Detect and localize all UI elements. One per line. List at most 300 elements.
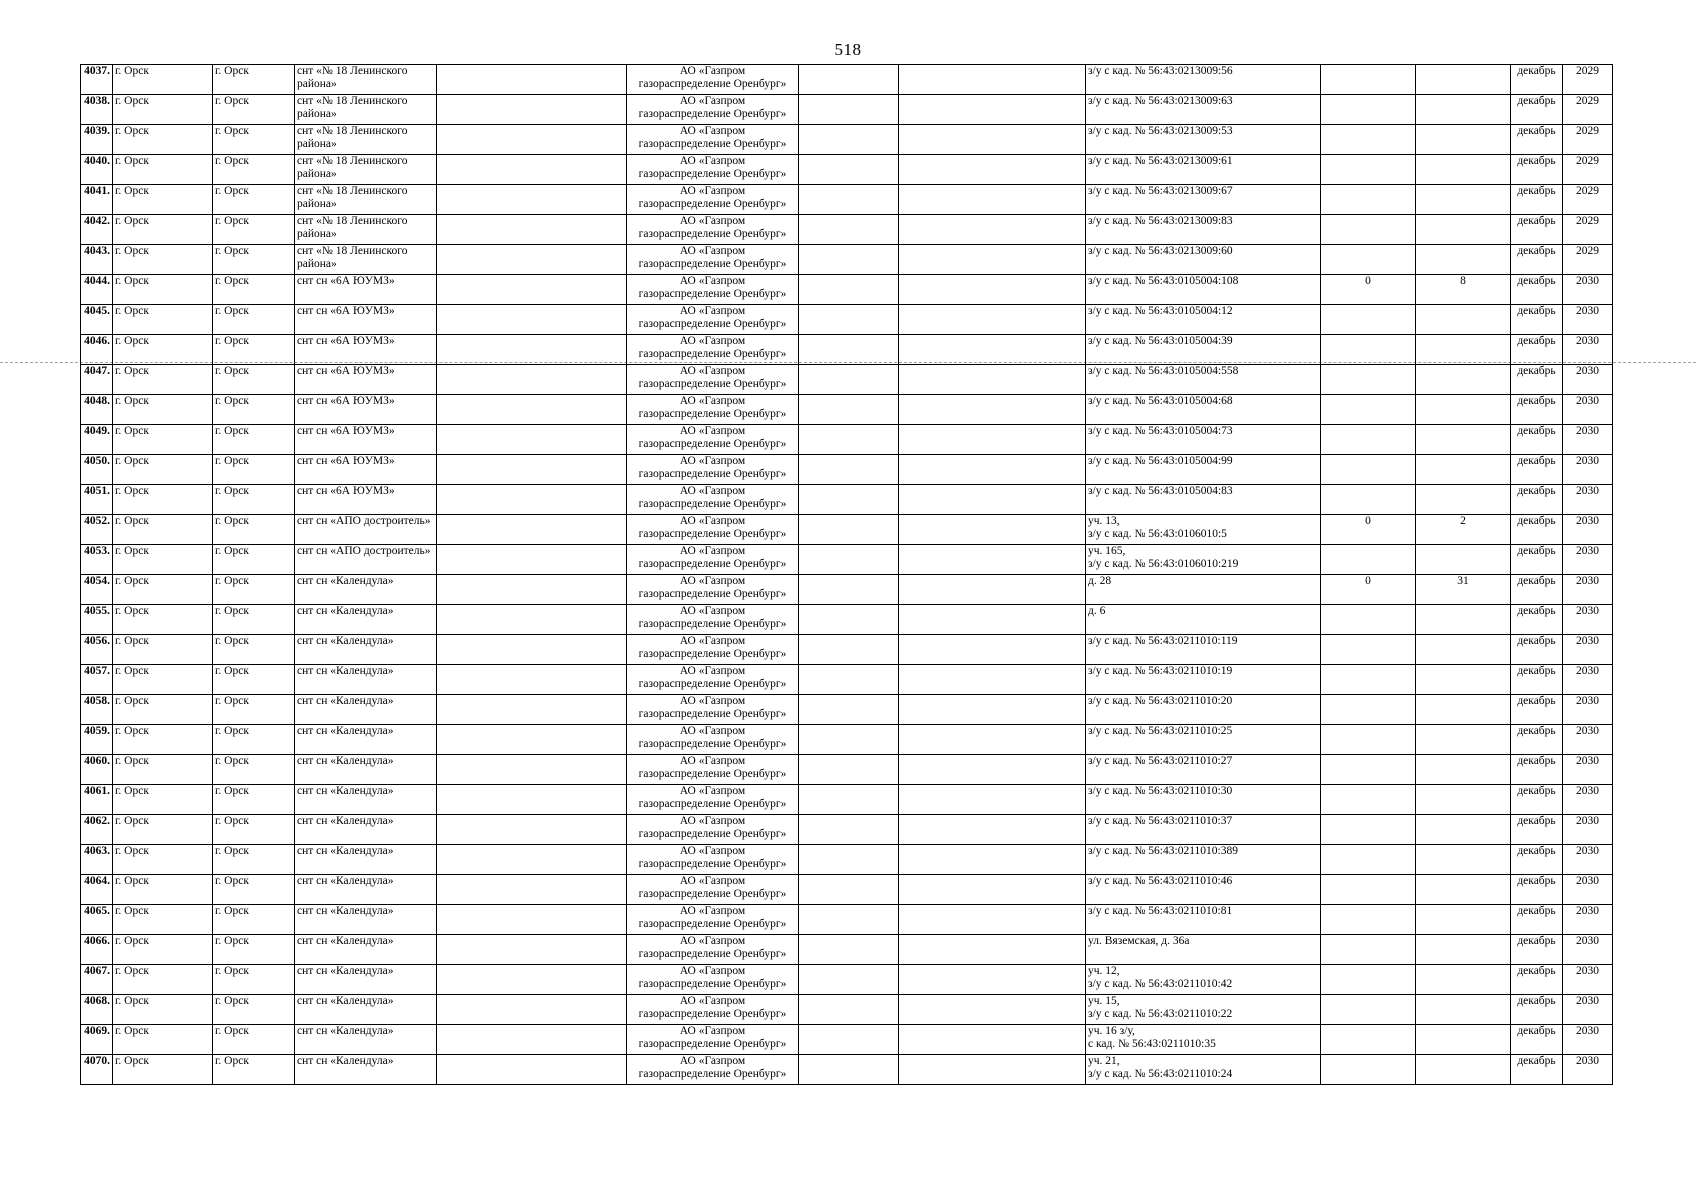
count-cell-a (1321, 725, 1416, 755)
year-cell: 2030 (1563, 1055, 1613, 1085)
table-row (81, 545, 1613, 575)
empty-cell (799, 575, 899, 605)
organization-name-line2: газораспределение Оренбург» (638, 708, 787, 720)
organization-name-line1: АО «Газпром (679, 725, 746, 737)
snt-cell: снт сн «6А ЮУМЗ» (295, 425, 437, 455)
year-cell: 2030 (1563, 665, 1613, 695)
gasification-registry-table (80, 64, 1613, 1085)
organization-name-line1: АО «Газпром (679, 305, 746, 317)
address-cell (1086, 65, 1321, 95)
month-cell: декабрь (1511, 245, 1563, 275)
organization-cell (627, 245, 799, 275)
count-cell-a (1321, 845, 1416, 875)
address-line1: уч. 16 з/у, (1088, 1025, 1135, 1037)
settlement-cell: г. Орск (213, 665, 295, 695)
empty-cell (799, 215, 899, 245)
address-line2: з/у с кад. № 56:43:0105004:558 (1088, 365, 1239, 377)
count-cell-a (1321, 995, 1416, 1025)
row-number-cell: 4050. (81, 455, 113, 485)
empty-cell (437, 665, 627, 695)
empty-cell (437, 185, 627, 215)
count-cell-b (1416, 95, 1511, 125)
month-cell: декабрь (1511, 395, 1563, 425)
table-row (81, 305, 1613, 335)
municipality-cell: г. Орск (113, 965, 213, 995)
organization-name-line1: АО «Газпром (679, 665, 746, 677)
empty-cell (899, 995, 1086, 1025)
count-cell-a (1321, 395, 1416, 425)
municipality-cell: г. Орск (113, 725, 213, 755)
address-cell (1086, 155, 1321, 185)
month-cell: декабрь (1511, 215, 1563, 245)
address-cell (1086, 755, 1321, 785)
count-cell-a (1321, 305, 1416, 335)
empty-cell (899, 725, 1086, 755)
organization-name-line2: газораспределение Оренбург» (638, 408, 787, 420)
address-line2: з/у с кад. № 56:43:0211010:46 (1088, 875, 1233, 887)
snt-cell: снт сн «6А ЮУМЗ» (295, 485, 437, 515)
month-cell: декабрь (1511, 65, 1563, 95)
municipality-cell: г. Орск (113, 185, 213, 215)
address-line2: з/у с кад. № 56:43:0211010:30 (1088, 785, 1233, 797)
snt-cell: снт сн «Календула» (295, 905, 437, 935)
row-number-cell: 4067. (81, 965, 113, 995)
month-cell: декабрь (1511, 185, 1563, 215)
address-line1: уч. 12, (1088, 965, 1120, 977)
month-cell: декабрь (1511, 335, 1563, 365)
count-cell-a (1321, 125, 1416, 155)
empty-cell (437, 785, 627, 815)
count-cell-a (1321, 875, 1416, 905)
table-row (81, 425, 1613, 455)
organization-name-line1: АО «Газпром (679, 365, 746, 377)
snt-cell: снт сн «АПО достроитель» (295, 515, 437, 545)
year-cell: 2030 (1563, 845, 1613, 875)
count-cell-b (1416, 455, 1511, 485)
municipality-cell: г. Орск (113, 905, 213, 935)
municipality-cell: г. Орск (113, 1025, 213, 1055)
row-number-cell: 4049. (81, 425, 113, 455)
empty-cell (437, 275, 627, 305)
month-cell: декабрь (1511, 695, 1563, 725)
organization-cell (627, 365, 799, 395)
address-cell (1086, 305, 1321, 335)
settlement-cell: г. Орск (213, 845, 295, 875)
empty-cell (437, 845, 627, 875)
snt-cell: снт сн «Календула» (295, 725, 437, 755)
row-number-cell: 4040. (81, 155, 113, 185)
row-number-cell: 4039. (81, 125, 113, 155)
row-number-cell: 4054. (81, 575, 113, 605)
organization-name-line1: АО «Газпром (679, 545, 746, 557)
empty-cell (437, 875, 627, 905)
empty-cell (799, 845, 899, 875)
month-cell: декабрь (1511, 455, 1563, 485)
empty-cell (799, 665, 899, 695)
empty-cell (899, 605, 1086, 635)
address-line2: д. 6 (1088, 605, 1106, 617)
settlement-cell: г. Орск (213, 695, 295, 725)
address-line2: з/у с кад. № 56:43:0211010:42 (1088, 978, 1233, 990)
organization-cell (627, 515, 799, 545)
settlement-cell: г. Орск (213, 155, 295, 185)
organization-name-line2: газораспределение Оренбург» (638, 318, 787, 330)
empty-cell (437, 245, 627, 275)
empty-cell (799, 1025, 899, 1055)
year-cell: 2030 (1563, 605, 1613, 635)
municipality-cell: г. Орск (113, 545, 213, 575)
organization-name-line1: АО «Газпром (679, 155, 746, 167)
count-cell-a (1321, 485, 1416, 515)
organization-name-line1: АО «Газпром (679, 785, 746, 797)
empty-cell (437, 425, 627, 455)
empty-cell (899, 365, 1086, 395)
organization-name-line2: газораспределение Оренбург» (638, 198, 787, 210)
address-line2: з/у с кад. № 56:43:0213009:60 (1088, 245, 1233, 257)
empty-cell (437, 155, 627, 185)
month-cell: декабрь (1511, 275, 1563, 305)
address-cell (1086, 815, 1321, 845)
organization-name-line2: газораспределение Оренбург» (638, 228, 787, 240)
settlement-cell: г. Орск (213, 305, 295, 335)
count-cell-b (1416, 305, 1511, 335)
snt-cell: снт сн «Календула» (295, 575, 437, 605)
empty-cell (437, 575, 627, 605)
count-cell-a (1321, 95, 1416, 125)
empty-cell (799, 755, 899, 785)
year-cell: 2030 (1563, 425, 1613, 455)
municipality-cell: г. Орск (113, 455, 213, 485)
year-cell: 2030 (1563, 755, 1613, 785)
organization-cell (627, 575, 799, 605)
count-cell-a (1321, 635, 1416, 665)
address-cell (1086, 605, 1321, 635)
organization-cell (627, 875, 799, 905)
count-cell-a (1321, 905, 1416, 935)
count-cell-b (1416, 935, 1511, 965)
snt-cell: снт сн «6А ЮУМЗ» (295, 365, 437, 395)
municipality-cell: г. Орск (113, 785, 213, 815)
organization-cell (627, 455, 799, 485)
address-cell (1086, 635, 1321, 665)
month-cell: декабрь (1511, 515, 1563, 545)
empty-cell (799, 365, 899, 395)
empty-cell (799, 785, 899, 815)
table-row (81, 695, 1613, 725)
table-row (81, 905, 1613, 935)
year-cell: 2030 (1563, 515, 1613, 545)
year-cell: 2029 (1563, 245, 1613, 275)
count-cell-a (1321, 425, 1416, 455)
empty-cell (799, 815, 899, 845)
organization-name-line1: АО «Газпром (679, 965, 746, 977)
empty-cell (899, 155, 1086, 185)
settlement-cell: г. Орск (213, 455, 295, 485)
organization-cell (627, 665, 799, 695)
empty-cell (799, 695, 899, 725)
address-line2: з/у с кад. № 56:43:0211010:22 (1088, 1008, 1233, 1020)
snt-cell: снт «№ 18 Ленинского района» (295, 65, 437, 95)
empty-cell (799, 335, 899, 365)
address-line2: з/у с кад. № 56:43:0106010:219 (1088, 558, 1239, 570)
count-cell-a (1321, 185, 1416, 215)
address-line2: ул. Вяземская, д. 36а (1088, 935, 1190, 947)
table-row (81, 275, 1613, 305)
empty-cell (899, 755, 1086, 785)
organization-cell (627, 815, 799, 845)
count-cell-b (1416, 1055, 1511, 1085)
organization-cell (627, 725, 799, 755)
municipality-cell: г. Орск (113, 95, 213, 125)
empty-cell (437, 125, 627, 155)
address-line2: з/у с кад. № 56:43:0213009:56 (1088, 65, 1233, 77)
year-cell: 2030 (1563, 785, 1613, 815)
snt-cell: снт сн «Календула» (295, 1055, 437, 1085)
organization-name-line1: АО «Газпром (679, 635, 746, 647)
municipality-cell: г. Орск (113, 575, 213, 605)
municipality-cell: г. Орск (113, 365, 213, 395)
organization-cell (627, 95, 799, 125)
empty-cell (899, 1025, 1086, 1055)
year-cell: 2030 (1563, 485, 1613, 515)
year-cell: 2030 (1563, 635, 1613, 665)
row-number-cell: 4046. (81, 335, 113, 365)
month-cell: декабрь (1511, 365, 1563, 395)
address-line2: з/у с кад. № 56:43:0211010:24 (1088, 1068, 1233, 1080)
municipality-cell: г. Орск (113, 995, 213, 1025)
organization-name-line1: АО «Газпром (679, 815, 746, 827)
count-cell-a (1321, 665, 1416, 695)
row-number-cell: 4064. (81, 875, 113, 905)
settlement-cell: г. Орск (213, 725, 295, 755)
row-number-cell: 4055. (81, 605, 113, 635)
table-row (81, 65, 1613, 95)
organization-name-line1: АО «Газпром (679, 245, 746, 257)
table-row (81, 845, 1613, 875)
count-cell-a (1321, 1025, 1416, 1055)
month-cell: декабрь (1511, 125, 1563, 155)
address-line1: уч. 21, (1088, 1055, 1120, 1067)
empty-cell (899, 545, 1086, 575)
settlement-cell: г. Орск (213, 1025, 295, 1055)
snt-cell: снт сн «6А ЮУМЗ» (295, 395, 437, 425)
settlement-cell: г. Орск (213, 365, 295, 395)
address-line2: з/у с кад. № 56:43:0211010:25 (1088, 725, 1233, 737)
municipality-cell: г. Орск (113, 875, 213, 905)
empty-cell (899, 935, 1086, 965)
organization-cell (627, 1055, 799, 1085)
empty-cell (799, 995, 899, 1025)
address-line2: з/у с кад. № 56:43:0211010:389 (1088, 845, 1238, 857)
empty-cell (899, 305, 1086, 335)
year-cell: 2030 (1563, 695, 1613, 725)
table-row (81, 785, 1613, 815)
snt-cell: снт сн «6А ЮУМЗ» (295, 275, 437, 305)
year-cell: 2030 (1563, 275, 1613, 305)
snt-cell: снт сн «Календула» (295, 965, 437, 995)
snt-cell: снт сн «Календула» (295, 665, 437, 695)
settlement-cell: г. Орск (213, 815, 295, 845)
count-cell-b (1416, 815, 1511, 845)
month-cell: декабрь (1511, 425, 1563, 455)
count-cell-a (1321, 65, 1416, 95)
address-cell (1086, 425, 1321, 455)
address-cell (1086, 725, 1321, 755)
empty-cell (437, 755, 627, 785)
count-cell-b: 8 (1416, 275, 1511, 305)
count-cell-b (1416, 65, 1511, 95)
organization-name-line1: АО «Газпром (679, 275, 746, 287)
organization-name-line1: АО «Газпром (679, 1025, 746, 1037)
municipality-cell: г. Орск (113, 245, 213, 275)
snt-cell: снт «№ 18 Ленинского района» (295, 155, 437, 185)
count-cell-a (1321, 695, 1416, 725)
empty-cell (899, 485, 1086, 515)
address-cell (1086, 845, 1321, 875)
organization-cell (627, 605, 799, 635)
organization-name-line1: АО «Газпром (679, 185, 746, 197)
settlement-cell: г. Орск (213, 965, 295, 995)
municipality-cell: г. Орск (113, 125, 213, 155)
municipality-cell: г. Орск (113, 155, 213, 185)
year-cell: 2030 (1563, 905, 1613, 935)
settlement-cell: г. Орск (213, 935, 295, 965)
empty-cell (437, 515, 627, 545)
organization-name-line1: АО «Газпром (679, 95, 746, 107)
organization-name-line2: газораспределение Оренбург» (638, 948, 787, 960)
organization-cell (627, 425, 799, 455)
organization-name-line2: газораспределение Оренбург» (638, 678, 787, 690)
municipality-cell: г. Орск (113, 425, 213, 455)
row-number-cell: 4052. (81, 515, 113, 545)
month-cell: декабрь (1511, 1025, 1563, 1055)
organization-name-line2: газораспределение Оренбург» (638, 558, 787, 570)
table-row (81, 755, 1613, 785)
count-cell-a (1321, 815, 1416, 845)
row-number-cell: 4051. (81, 485, 113, 515)
month-cell: декабрь (1511, 875, 1563, 905)
empty-cell (899, 635, 1086, 665)
settlement-cell: г. Орск (213, 245, 295, 275)
table-row (81, 245, 1613, 275)
municipality-cell: г. Орск (113, 335, 213, 365)
settlement-cell: г. Орск (213, 515, 295, 545)
address-line2: з/у с кад. № 56:43:0213009:53 (1088, 125, 1233, 137)
organization-name-line2: газораспределение Оренбург» (638, 438, 787, 450)
empty-cell (799, 875, 899, 905)
snt-cell: снт «№ 18 Ленинского района» (295, 215, 437, 245)
empty-cell (437, 95, 627, 125)
organization-name-line1: АО «Газпром (679, 875, 746, 887)
settlement-cell: г. Орск (213, 335, 295, 365)
count-cell-b (1416, 635, 1511, 665)
count-cell-b (1416, 695, 1511, 725)
organization-name-line2: газораспределение Оренбург» (638, 258, 787, 270)
table-row (81, 95, 1613, 125)
snt-cell: снт сн «Календула» (295, 695, 437, 725)
empty-cell (799, 275, 899, 305)
snt-cell: снт сн «6А ЮУМЗ» (295, 305, 437, 335)
count-cell-a (1321, 935, 1416, 965)
row-number-cell: 4069. (81, 1025, 113, 1055)
settlement-cell: г. Орск (213, 485, 295, 515)
empty-cell (437, 635, 627, 665)
row-number-cell: 4047. (81, 365, 113, 395)
count-cell-b (1416, 155, 1511, 185)
empty-cell (799, 935, 899, 965)
organization-cell (627, 215, 799, 245)
organization-name-line2: газораспределение Оренбург» (638, 348, 787, 360)
organization-name-line2: газораспределение Оренбург» (638, 618, 787, 630)
municipality-cell: г. Орск (113, 305, 213, 335)
count-cell-b (1416, 965, 1511, 995)
count-cell-a (1321, 215, 1416, 245)
organization-cell (627, 635, 799, 665)
year-cell: 2029 (1563, 125, 1613, 155)
year-cell: 2030 (1563, 335, 1613, 365)
organization-name-line2: газораспределение Оренбург» (638, 108, 787, 120)
empty-cell (437, 1055, 627, 1085)
year-cell: 2029 (1563, 215, 1613, 245)
row-number-cell: 4053. (81, 545, 113, 575)
snt-cell: снт сн «Календула» (295, 875, 437, 905)
organization-cell (627, 155, 799, 185)
municipality-cell: г. Орск (113, 695, 213, 725)
empty-cell (899, 965, 1086, 995)
row-number-cell: 4061. (81, 785, 113, 815)
empty-cell (799, 245, 899, 275)
address-cell (1086, 335, 1321, 365)
address-cell (1086, 485, 1321, 515)
organization-name-line1: АО «Газпром (679, 455, 746, 467)
municipality-cell: г. Орск (113, 815, 213, 845)
row-number-cell: 4065. (81, 905, 113, 935)
empty-cell (899, 845, 1086, 875)
organization-name-line1: АО «Газпром (679, 335, 746, 347)
municipality-cell: г. Орск (113, 1055, 213, 1085)
address-line2: з/у с кад. № 56:43:0105004:73 (1088, 425, 1233, 437)
count-cell-b (1416, 335, 1511, 365)
address-cell (1086, 95, 1321, 125)
organization-name-line2: газораспределение Оренбург» (638, 1068, 787, 1080)
empty-cell (799, 185, 899, 215)
organization-cell (627, 935, 799, 965)
organization-cell (627, 305, 799, 335)
municipality-cell: г. Орск (113, 605, 213, 635)
row-number-cell: 4066. (81, 935, 113, 965)
table-row (81, 395, 1613, 425)
year-cell: 2029 (1563, 65, 1613, 95)
month-cell: декабрь (1511, 305, 1563, 335)
address-cell (1086, 1055, 1321, 1085)
settlement-cell: г. Орск (213, 575, 295, 605)
settlement-cell: г. Орск (213, 275, 295, 305)
address-cell (1086, 245, 1321, 275)
row-number-cell: 4041. (81, 185, 113, 215)
row-number-cell: 4068. (81, 995, 113, 1025)
organization-name-line2: газораспределение Оренбург» (638, 378, 787, 390)
year-cell: 2030 (1563, 365, 1613, 395)
snt-cell: снт сн «Календула» (295, 755, 437, 785)
count-cell-a (1321, 365, 1416, 395)
year-cell: 2030 (1563, 545, 1613, 575)
count-cell-b (1416, 995, 1511, 1025)
count-cell-a (1321, 455, 1416, 485)
organization-name-line2: газораспределение Оренбург» (638, 798, 787, 810)
organization-cell (627, 125, 799, 155)
organization-name-line1: АО «Газпром (679, 485, 746, 497)
count-cell-b (1416, 215, 1511, 245)
